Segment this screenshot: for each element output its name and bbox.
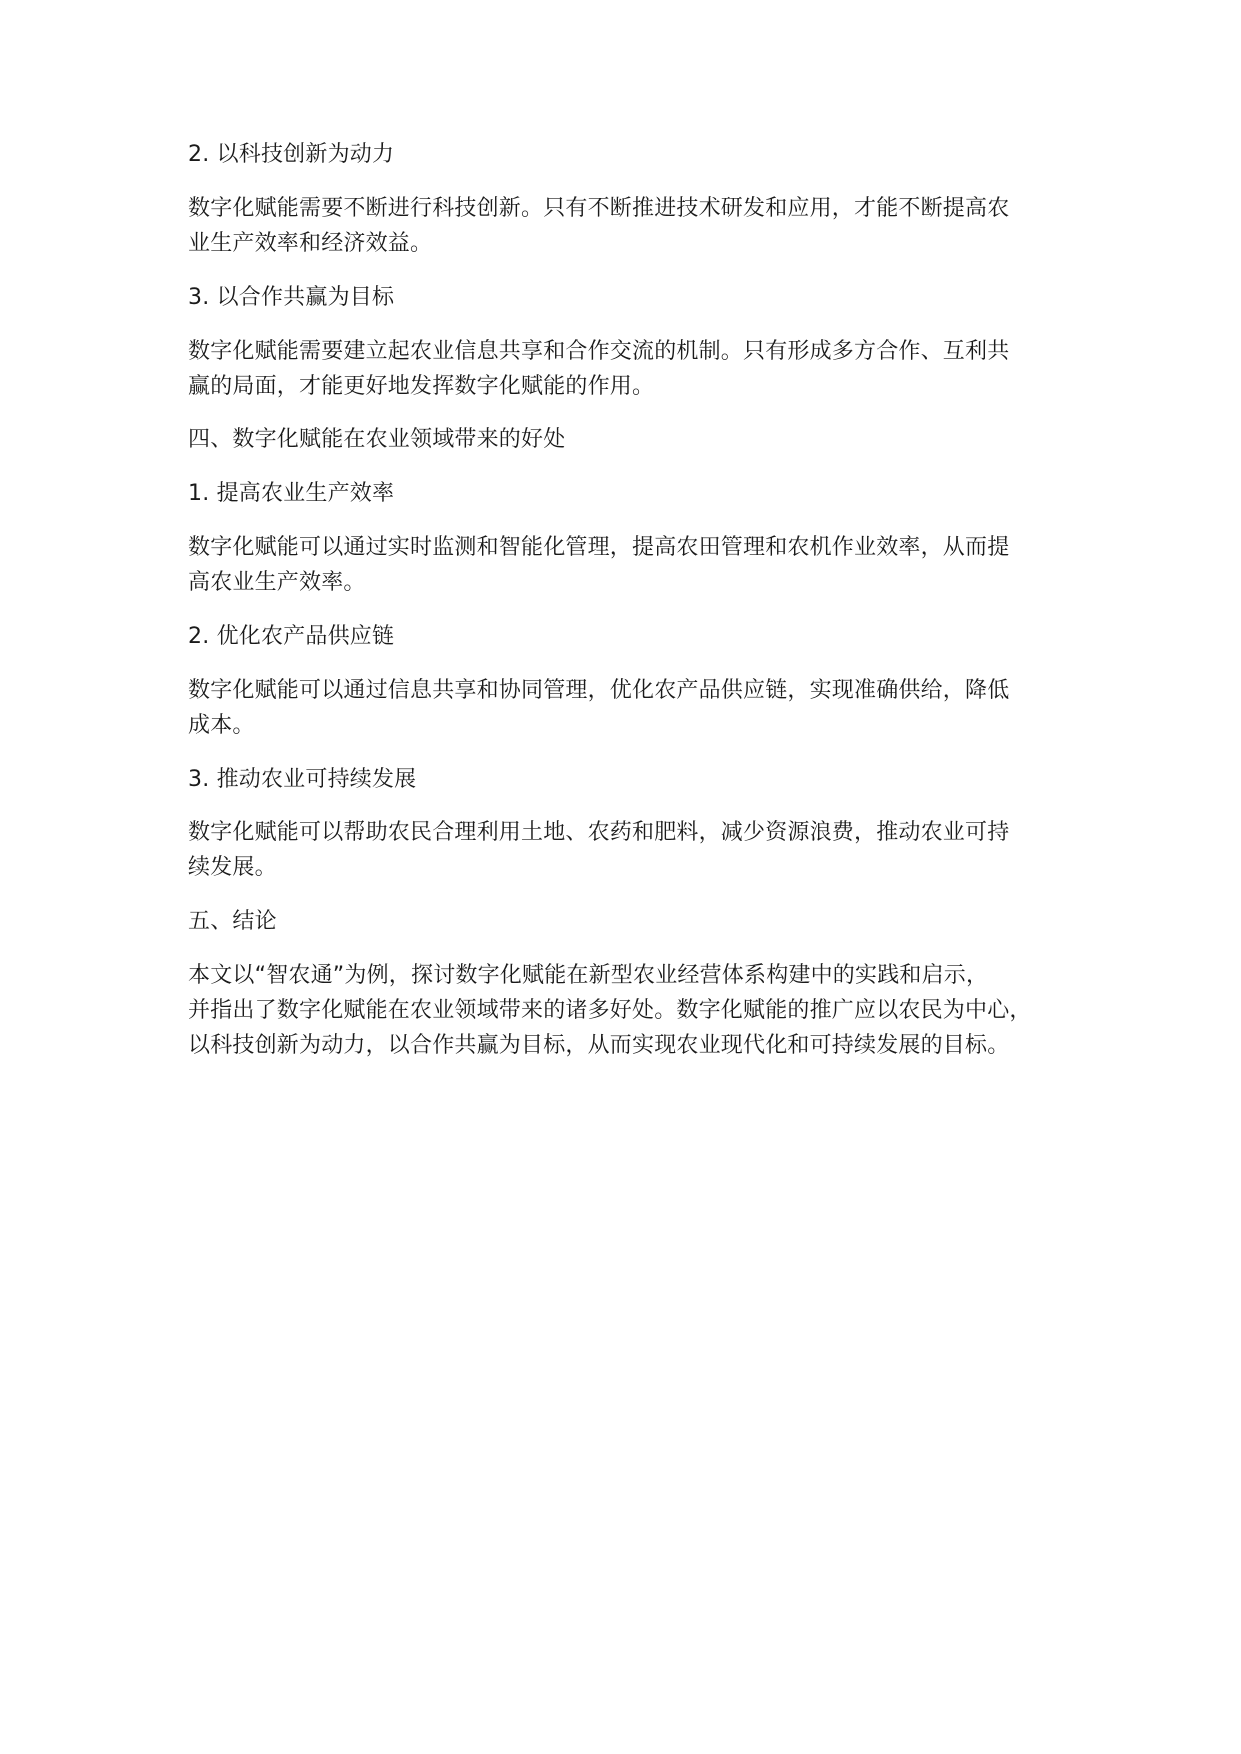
paragraph-line: 数字化赋能需要不断进行科技创新。只有不断推进技术研发和应用，才能不断提高农 [188,196,1010,221]
paragraph-line: 数字化赋能可以通过实时监测和智能化管理，提高农田管理和农机作业效率，从而提 [188,535,1010,560]
paragraph-line: 业生产效率和经济效益。 [188,231,433,256]
section-heading-4-benefits: 四、数字化赋能在农业领域带来的好处 [188,427,566,452]
section-heading-5-conclusion: 五、结论 [188,909,277,934]
subsection-heading-2-supply-chain: 2. 优化农产品供应链 [188,624,395,649]
subsection-heading-1-efficiency: 1. 提高农业生产效率 [188,481,395,506]
section-heading-3-cooperation: 3. 以合作共赢为目标 [188,285,395,310]
subsection-heading-3-sustainability: 3. 推动农业可持续发展 [188,767,417,792]
section-heading-2-tech-innovation: 2. 以科技创新为动力 [188,142,395,167]
paragraph-line: 续发展。 [188,855,277,880]
paragraph-line: 以科技创新为动力，以合作共赢为目标，从而实现农业现代化和可持续发展的目标。 [188,1033,1010,1058]
paragraph-line: 数字化赋能可以帮助农民合理利用土地、农药和肥料，减少资源浪费，推动农业可持 [188,820,1010,845]
paragraph-line: 赢的局面，才能更好地发挥数字化赋能的作用。 [188,374,655,399]
paragraph-line: 数字化赋能需要建立起农业信息共享和合作交流的机制。只有形成多方合作、互利共 [188,339,1010,364]
paragraph-line: 本文以“智农通”为例，探讨数字化赋能在新型农业经营体系构建中的实践和启示， [188,963,989,988]
paragraph-line: 数字化赋能可以通过信息共享和协同管理，优化农产品供应链，实现准确供给，降低 [188,678,1010,703]
paragraph-line: 高农业生产效率。 [188,570,366,595]
paragraph-line: 并指出了数字化赋能在农业领域带来的诸多好处。数字化赋能的推广应以农民为中心， [188,998,1032,1023]
paragraph-line: 成本。 [188,713,255,738]
